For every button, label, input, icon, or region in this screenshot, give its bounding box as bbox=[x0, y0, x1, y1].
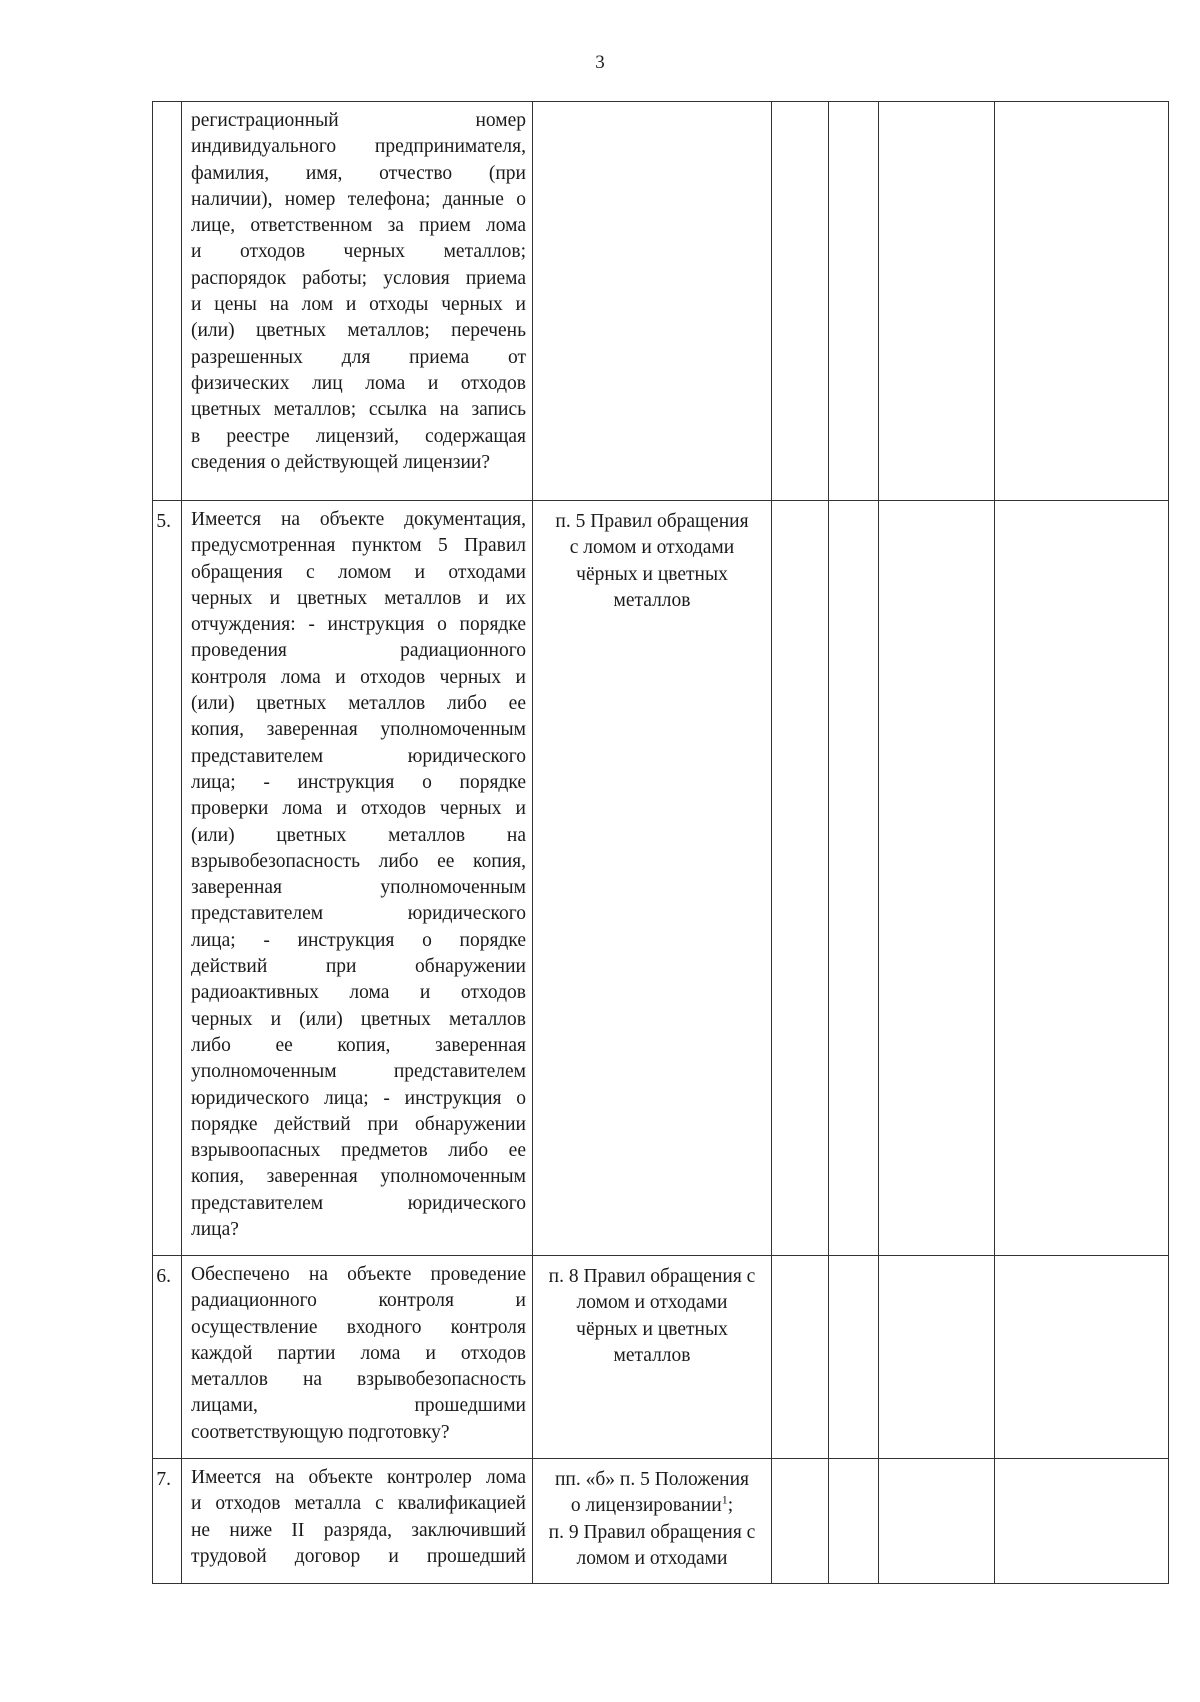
empty-cell bbox=[772, 102, 829, 501]
question-cell bbox=[182, 1256, 533, 1459]
question-line: лица; - инструкция о порядке bbox=[191, 771, 526, 793]
question-line: действий при обнаружении bbox=[191, 956, 526, 978]
question-line: регистрационный номер bbox=[191, 110, 526, 131]
empty-cell bbox=[995, 1256, 1169, 1459]
reference-cell bbox=[533, 1459, 772, 1584]
question-line: лице, ответственном за прием лома bbox=[191, 215, 526, 237]
row-number bbox=[153, 102, 182, 501]
reference-line: металлов bbox=[613, 589, 691, 611]
question-line: взрывоопасных предметов либо ее bbox=[191, 1140, 526, 1162]
empty-cell bbox=[879, 102, 995, 501]
footnote-suffix: ; bbox=[727, 1495, 734, 1517]
reference-line: п. 8 Правил обращения с bbox=[548, 1266, 756, 1287]
question-line: и цены на лом и отходы черных и bbox=[191, 294, 526, 316]
reference-line: п. 5 Правил обращения bbox=[555, 511, 749, 532]
question-line: проведения радиационного bbox=[191, 640, 526, 662]
question-line: обращения с ломом и отходами bbox=[191, 561, 526, 583]
row-number: 5. bbox=[153, 501, 182, 1256]
question-line: цветных металлов; ссылка на запись bbox=[191, 399, 526, 421]
empty-cell bbox=[772, 501, 829, 1256]
question-line: контроля лома и отходов черных и bbox=[191, 666, 526, 688]
checklist-table bbox=[152, 101, 1169, 1584]
question-line: наличии), номер телефона; данные о bbox=[191, 188, 526, 210]
question-cell bbox=[182, 501, 533, 1256]
question-line: либо ее копия, заверенная bbox=[191, 1034, 526, 1056]
question-line: Обеспечено на объекте проведение bbox=[191, 1264, 526, 1285]
table-row bbox=[153, 501, 1169, 1256]
question-line: черных и (или) цветных металлов bbox=[191, 1008, 526, 1030]
reference-line: чёрных и цветных bbox=[576, 1318, 728, 1340]
question-line: и отходов черных металлов; bbox=[191, 241, 526, 263]
question-line: радиационного контроля и bbox=[191, 1290, 526, 1312]
table-row bbox=[153, 1256, 1169, 1459]
question-cell bbox=[182, 1459, 533, 1584]
question-line: порядке действий при обнаружении bbox=[191, 1113, 526, 1135]
question-line: (или) цветных металлов на bbox=[191, 824, 526, 846]
empty-cell bbox=[829, 102, 879, 501]
reference-line: п. 9 Правил обращения с bbox=[548, 1521, 756, 1543]
question-line: и отходов металла с квалификацией bbox=[191, 1493, 526, 1515]
question-line: проверки лома и отходов черных и bbox=[191, 798, 526, 820]
empty-cell bbox=[829, 1459, 879, 1584]
empty-cell bbox=[772, 1256, 829, 1459]
question-line: копия, заверенная уполномоченным bbox=[191, 1166, 526, 1188]
reference-line: металлов bbox=[613, 1344, 691, 1366]
empty-cell bbox=[995, 1459, 1169, 1584]
question-line: физических лиц лома и отходов bbox=[191, 372, 526, 394]
table-row bbox=[153, 1459, 1169, 1584]
page-number: 3 bbox=[595, 52, 605, 73]
empty-cell bbox=[829, 501, 879, 1256]
question-line: фамилия, имя, отчество (при bbox=[191, 162, 526, 184]
question-line: не ниже II разряда, заключивший bbox=[191, 1519, 526, 1541]
question-line: предусмотренная пунктом 5 Правил bbox=[191, 535, 526, 557]
empty-cell bbox=[772, 1459, 829, 1584]
question-line: каждой партии лома и отходов bbox=[191, 1342, 526, 1364]
row-number: 6. bbox=[153, 1256, 182, 1459]
question-line: представителем юридического bbox=[191, 903, 526, 925]
reference-cell bbox=[533, 1256, 772, 1459]
empty-cell bbox=[879, 1459, 995, 1584]
reference-cell bbox=[533, 501, 772, 1256]
question-line: копия, заверенная уполномоченным bbox=[191, 719, 526, 741]
question-line: представителем юридического bbox=[191, 1192, 526, 1214]
empty-cell bbox=[879, 501, 995, 1256]
reference-cell bbox=[533, 102, 772, 501]
question-line: Имеется на объекте контролер лома bbox=[191, 1467, 526, 1488]
empty-cell bbox=[829, 1256, 879, 1459]
question-line: в реестре лицензий, содержащая bbox=[191, 425, 526, 447]
question-line: представителем юридического bbox=[191, 745, 526, 767]
question-line: лица; - инструкция о порядке bbox=[191, 929, 526, 951]
row-number: 7. bbox=[153, 1459, 182, 1584]
question-line: трудовой договор и прошедший bbox=[191, 1545, 526, 1567]
question-line: (или) цветных металлов; перечень bbox=[191, 320, 526, 342]
reference-line bbox=[539, 1493, 765, 1519]
question-cell bbox=[182, 102, 533, 501]
question-line: (или) цветных металлов либо ее bbox=[191, 693, 526, 715]
question-line: металлов на взрывобезопасность bbox=[191, 1369, 526, 1391]
question-line: черных и цветных металлов и их bbox=[191, 587, 526, 609]
empty-cell bbox=[995, 501, 1169, 1256]
empty-cell bbox=[879, 1256, 995, 1459]
question-line: взрывобезопасность либо ее копия, bbox=[191, 850, 526, 872]
question-line: Имеется на объекте документация, bbox=[191, 509, 526, 530]
reference-text: о лицензировании bbox=[570, 1495, 722, 1517]
reference-line: чёрных и цветных bbox=[576, 563, 728, 585]
question-line: лицами, прошедшими bbox=[191, 1395, 526, 1417]
question-line: соответствующую подготовку? bbox=[191, 1421, 450, 1443]
question-line: разрешенных для приема от bbox=[191, 346, 526, 368]
question-line: индивидуального предпринимателя, bbox=[191, 136, 526, 158]
question-line: заверенная уполномоченным bbox=[191, 877, 526, 899]
empty-cell bbox=[995, 102, 1169, 501]
question-line: лица? bbox=[191, 1219, 239, 1241]
question-line: сведения о действующей лицензии? bbox=[191, 451, 491, 473]
reference-line: пп. «б» п. 5 Положения bbox=[554, 1469, 749, 1490]
question-line: радиоактивных лома и отходов bbox=[191, 982, 526, 1004]
table-row bbox=[153, 102, 1169, 501]
footnote-marker: 1 bbox=[721, 1492, 728, 1507]
question-line: уполномоченным представителем bbox=[191, 1061, 526, 1083]
question-line: распорядок работы; условия приема bbox=[191, 267, 526, 289]
question-line: отчуждения: - инструкция о порядке bbox=[191, 614, 526, 636]
reference-line: ломом и отходами bbox=[576, 1547, 728, 1569]
question-line: юридического лица; - инструкция о bbox=[191, 1087, 526, 1109]
reference-line: ломом и отходами bbox=[576, 1292, 728, 1314]
question-line: осуществление входного контроля bbox=[191, 1316, 526, 1338]
reference-line: с ломом и отходами bbox=[569, 537, 735, 559]
